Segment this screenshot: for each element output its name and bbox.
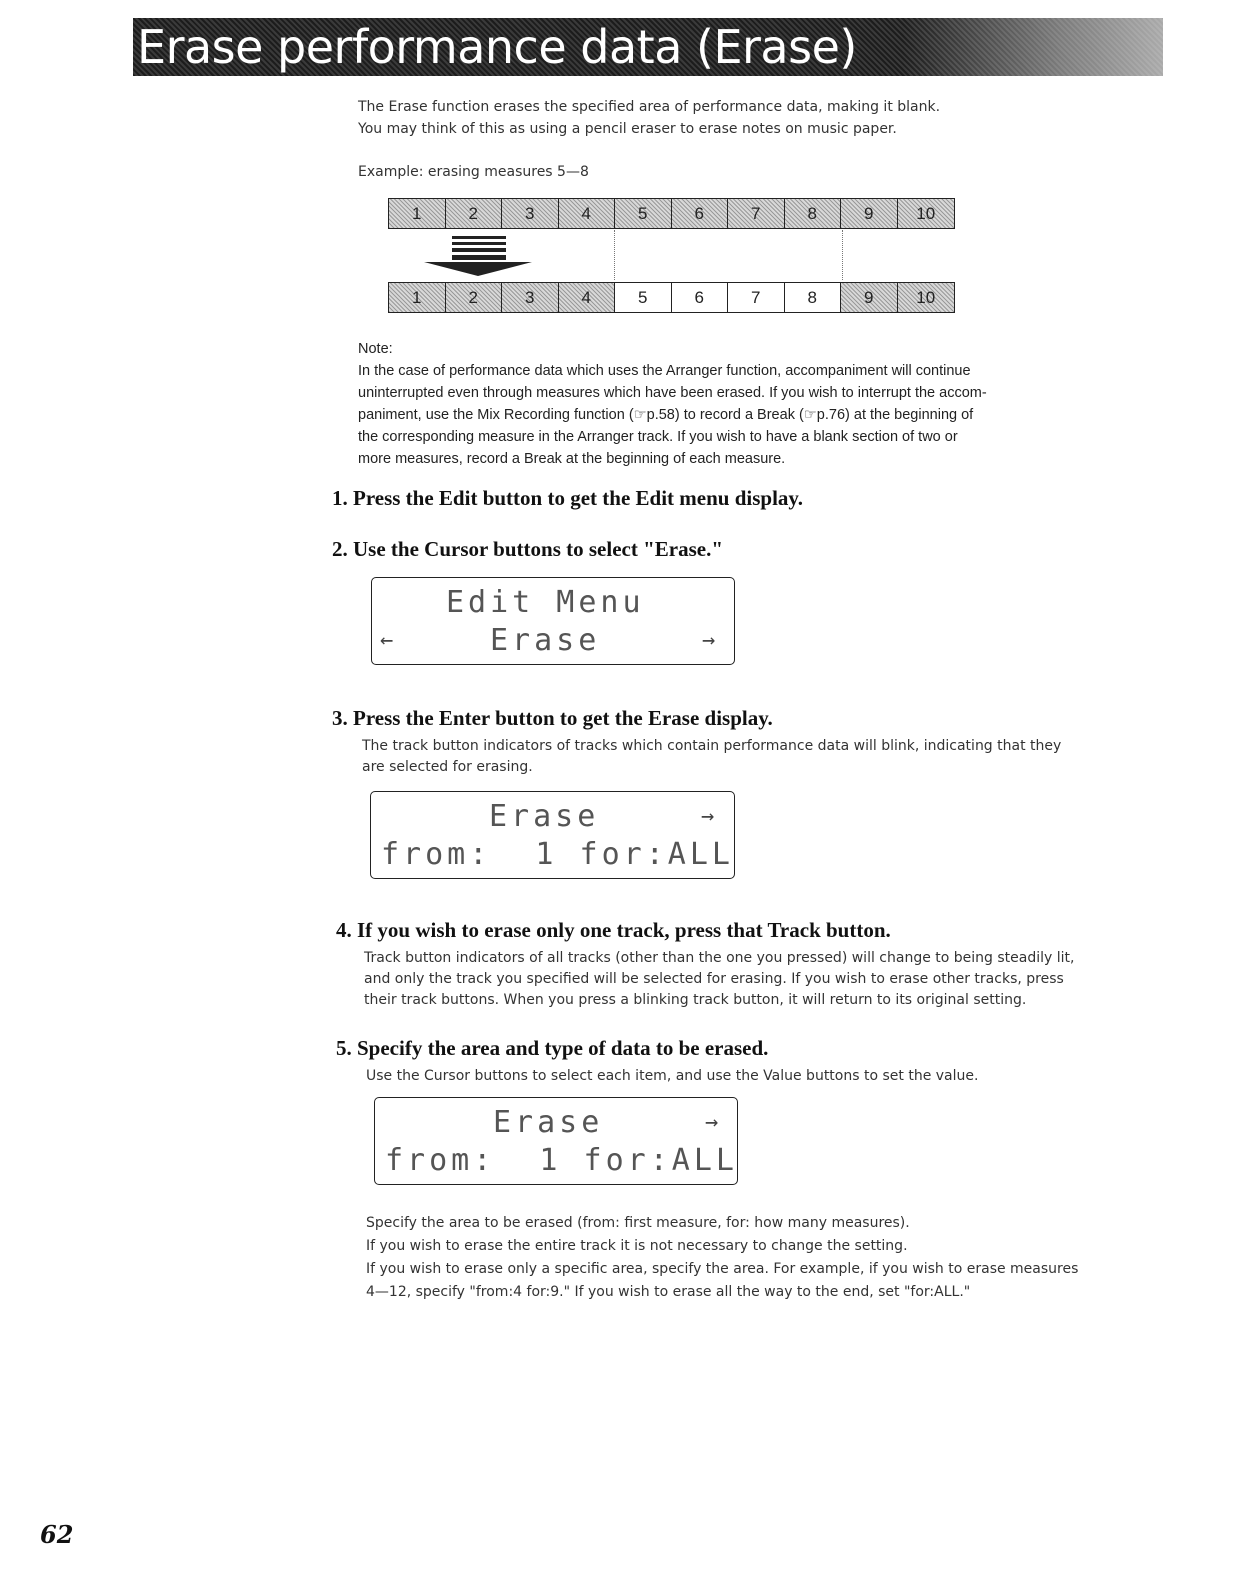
right-arrow-icon: → [705,1110,723,1135]
intro-line-2: You may think of this as using a pencil eraser to erase notes on music paper. [358,121,897,137]
measure-cell: 3 [502,199,559,228]
step-3-line: are selected for erasing. [362,759,533,775]
measure-cell: 4 [559,199,616,228]
measure-cell-erased: 7 [728,283,785,312]
title-fade [903,18,1163,76]
step-3-body [362,736,1152,778]
measure-cell-erased: 8 [785,283,842,312]
measure-cell: 10 [898,283,955,312]
closing-line: If you wish to erase only a specific area, specify the area. For example, if you wish to erase measures [366,1261,1079,1277]
measure-cell-erased: 6 [672,283,729,312]
step-5-heading: 5. Specify the area and type of data to be erased. [336,1036,769,1060]
guide-line-left [614,230,615,280]
step-5-body [366,1066,1156,1087]
measure-cell: 3 [502,283,559,312]
note-line: paniment, use the Mix Recording function (☞p.58) to record a Break (☞p.76) at the beginning of [358,407,974,423]
lcd-line-1: Erase [489,799,600,834]
measure-cell: 1 [389,283,446,312]
note-line: In the case of performance data which uses the Arranger function, accompaniment will continue [358,363,971,379]
lcd-line-1: Edit Menu [446,585,645,620]
page-number: 62 [40,1520,74,1549]
measure-cell: 2 [446,283,503,312]
step-4-body [364,948,1154,1011]
measure-cell: 10 [898,199,955,228]
closing-line: If you wish to erase the entire track it is not necessary to change the setting. [366,1238,908,1254]
measure-cell: 5 [615,199,672,228]
lcd-line-2: from: 1 for:ALL [385,1143,738,1178]
guide-line-right [842,230,843,280]
measure-cell: 7 [728,199,785,228]
closing-line: 4—12, specify "from:4 for:9." If you wish to erase all the way to the end, set "for:ALL." [366,1284,971,1300]
step-4-line: their track buttons. When you press a blinking track button, it will return to its original setting. [364,992,1027,1008]
title-banner [133,18,1163,76]
step-3-heading: 3. Press the Enter button to get the Erase display. [332,706,773,730]
down-arrow-icon [424,236,532,276]
measure-cell: 1 [389,199,446,228]
step-4-line: Track button indicators of all tracks (other than the one you pressed) will change to being steadily lit, [364,950,1075,966]
lcd-erase-1 [370,791,735,879]
note-line: the corresponding measure in the Arranger track. If you wish to have a blank section of two or [358,429,958,445]
measure-cell: 8 [785,199,842,228]
closing-line: Specify the area to be erased (from: first measure, for: how many measures). [366,1215,910,1231]
step-4-heading: 4. If you wish to erase only one track, press that Track button. [336,918,891,942]
step-2-heading: 2. Use the Cursor buttons to select "Erase." [332,537,723,561]
lcd-line-2: Erase [490,623,601,658]
closing-paragraph [366,1212,1166,1304]
step-1-heading: 1. Press the Edit button to get the Edit menu display. [332,486,803,510]
left-arrow-icon: ← [380,628,398,653]
note-block [358,338,1148,470]
step-3-line: The track button indicators of tracks which contain performance data will blink, indicating that they [362,738,1062,754]
example-label: Example: erasing measures 5—8 [358,164,589,180]
step-4-line: and only the track you specified will be selected for erasing. If you wish to erase other tracks, press [364,971,1064,987]
step-5-line: Use the Cursor buttons to select each item, and use the Value buttons to set the value. [366,1068,979,1084]
lcd-edit-menu [371,577,735,665]
note-label: Note: [358,341,393,357]
measure-cell: 4 [559,283,616,312]
measure-cell: 2 [446,199,503,228]
lcd-line-2: from: 1 for:ALL [381,837,734,872]
note-line: more measures, record a Break at the beginning of each measure. [358,451,786,467]
measure-cell-erased: 5 [615,283,672,312]
page-title: Erase performance data (Erase) [137,20,857,74]
measures-before [388,198,955,229]
measures-after [388,282,955,313]
measure-cell: 6 [672,199,729,228]
intro-paragraph [358,96,1178,140]
lcd-line-1: Erase [493,1105,604,1140]
right-arrow-icon: → [701,804,719,829]
lcd-erase-2 [374,1097,738,1185]
note-line: uninterrupted even through measures which have been erased. If you wish to interrupt the accom- [358,385,987,401]
measure-cell: 9 [841,199,898,228]
right-arrow-icon: → [702,628,720,653]
measure-cell: 9 [841,283,898,312]
intro-line-1: The Erase function erases the specified area of performance data, making it blank. [358,99,941,115]
